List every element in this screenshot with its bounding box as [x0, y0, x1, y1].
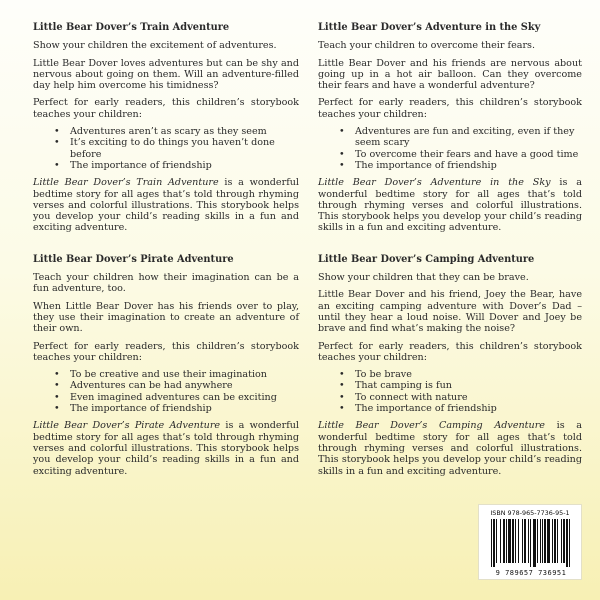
- lessons-intro: Perfect for early readers, this children’s storybook teaches your children:: [318, 340, 582, 363]
- lesson-item: • It’s exciting to do things you haven’t done before: [33, 137, 299, 160]
- description-paragraph: Little Bear Dover and his friend, Joey the Bear, have an exciting camping adventure with Dover’s Dad – until they hear a loud noise. Will Dover and Joey be brave and find what’s making the noise?: [318, 289, 582, 335]
- right-column: [318, 22, 582, 497]
- barcode-bar: [493, 519, 495, 567]
- barcode-bar: [566, 519, 568, 567]
- barcode-bar: [547, 519, 550, 563]
- barcode-bar: [537, 519, 538, 563]
- lesson-item: • Even imagined adventures can be exciting: [33, 392, 299, 403]
- closing-text: is a wonderful bedtime story for all ages that’s told through rhyming verses and colorful illustrations. This storybook helps you develop your child’s reading skills in a fun and exciting adventure.: [318, 420, 582, 477]
- barcode-bar: [503, 519, 505, 563]
- book-title: Little Bear Dover’s Adventure in the Sky: [318, 22, 541, 33]
- barcode-bar: [554, 519, 556, 563]
- lesson-item: • Adventures are fun and exciting, even if they seem scary: [318, 126, 582, 149]
- description-paragraph: When Little Bear Dover has his friends over to play, they use their imagination to create an adventure of their own.: [33, 300, 299, 335]
- lesson-item: • To connect with nature: [318, 392, 582, 403]
- intro-paragraph: Teach your children to overcome their fears.: [318, 40, 536, 52]
- barcode-bar: [515, 519, 516, 563]
- barcode-bar: [557, 519, 558, 563]
- barcode-bar: [491, 519, 492, 567]
- left-column: [33, 22, 299, 497]
- closing-text: is a wonderful bedtime story for all ages that’s told through rhyming verses and colorful illustrations. This storybook helps you develop your child’s reading skills in a fun and exciting adventure.: [318, 177, 582, 234]
- barcode-bar: [508, 519, 511, 563]
- barcode-bar: [540, 519, 541, 563]
- book-title: Little Bear Dover’s Train Adventure: [33, 22, 230, 33]
- lesson-item: • That camping is fun: [318, 380, 582, 391]
- lesson-item: • Adventures aren’t as scary as they seem: [33, 126, 299, 137]
- closing-paragraph: [318, 420, 582, 476]
- closing-text: is a wonderful bedtime story for all ages that’s told through rhyming verses and colorful illustrations. This storybook helps you develop your child’s reading skills in a fun and exciting adventure.: [33, 420, 299, 477]
- barcode-bar: [512, 519, 514, 563]
- book-section-train: [33, 22, 299, 234]
- lessons-list: [318, 369, 582, 414]
- lesson-item: • The importance of friendship: [33, 403, 299, 414]
- barcode-bar: [500, 519, 501, 563]
- barcode-icon: [491, 519, 571, 567]
- book-section-pirate: [33, 254, 299, 477]
- lesson-item: • The importance of friendship: [318, 403, 582, 414]
- book-title-italic: Little Bear Dover’s Train Adventure: [33, 177, 219, 189]
- lessons-intro: Perfect for early readers, this children’s storybook teaches your children:: [33, 97, 299, 120]
- closing-text: is a wonderful bedtime story for all ages that’s told through rhyming verses and colorful illustrations. This storybook helps you develop your child’s reading skills in a fun and exciting adventure.: [33, 177, 299, 234]
- barcode-digits: 9 789657 736951: [495, 569, 567, 577]
- barcode-bar: [569, 519, 570, 567]
- lessons-list: [33, 126, 299, 171]
- lesson-item: • To be brave: [318, 369, 582, 380]
- barcode-bar: [506, 519, 507, 563]
- book-section-sky: [318, 22, 582, 234]
- isbn-label: ISBN 978-965-7736-95-1: [490, 509, 570, 517]
- intro-paragraph: Show your children the excitement of adventures.: [33, 40, 277, 52]
- intro-paragraph: Show your children that they can be brave.: [318, 272, 529, 284]
- barcode-bar: [528, 519, 529, 563]
- barcode-bar: [522, 519, 523, 563]
- barcode-bar: [542, 519, 543, 563]
- barcode-bar: [552, 519, 553, 563]
- barcode-bar: [496, 519, 497, 563]
- book-title-italic: Little Bear Dover’s Adventure in the Sky: [318, 177, 551, 189]
- lessons-intro: Perfect for early readers, this children’s storybook teaches your children:: [318, 97, 582, 120]
- lesson-item: • To overcome their fears and have a good time: [318, 149, 582, 160]
- lesson-item: • Adventures can be had anywhere: [33, 380, 299, 391]
- book-title: Little Bear Dover’s Camping Adventure: [318, 253, 535, 265]
- description-paragraph: Little Bear Dover and his friends are nervous about going up in a hot air balloon. Can they overcome their fears and have a wonderful adventure?: [318, 57, 582, 92]
- lesson-item: • To be creative and use their imagination: [33, 369, 299, 380]
- book-title-italic: Little Bear Dover’s Pirate Adventure: [33, 420, 221, 432]
- barcode-bar: [533, 519, 536, 567]
- book-title-italic: Little Bear Dover’s Camping Adventure: [318, 420, 545, 432]
- barcode-bar: [544, 519, 546, 563]
- barcode-bar: [530, 519, 531, 567]
- lessons-list: [318, 126, 582, 171]
- lesson-item: • The importance of friendship: [318, 160, 582, 171]
- barcode-bar: [518, 519, 519, 563]
- isbn-barcode: [478, 504, 582, 580]
- lesson-item: • The importance of friendship: [33, 160, 299, 171]
- barcode-bar: [561, 519, 562, 563]
- barcode-bar: [563, 519, 565, 563]
- book-title: Little Bear Dover’s Pirate Adventure: [33, 253, 234, 265]
- lessons-list: [33, 369, 299, 414]
- lessons-intro: Perfect for early readers, this children’s storybook teaches your children:: [33, 340, 299, 363]
- intro-paragraph: Teach your children how their imagination can be a fun adventure, too.: [33, 272, 299, 295]
- closing-paragraph: [33, 420, 299, 476]
- closing-paragraph: [33, 177, 299, 233]
- closing-paragraph: [318, 177, 582, 233]
- description-paragraph: Little Bear Dover loves adventures but can be shy and nervous about going on them. Will an adventure-filled day help him overcome his timidness?: [33, 57, 299, 92]
- barcode-bar: [524, 519, 526, 563]
- book-section-camping: [318, 254, 582, 477]
